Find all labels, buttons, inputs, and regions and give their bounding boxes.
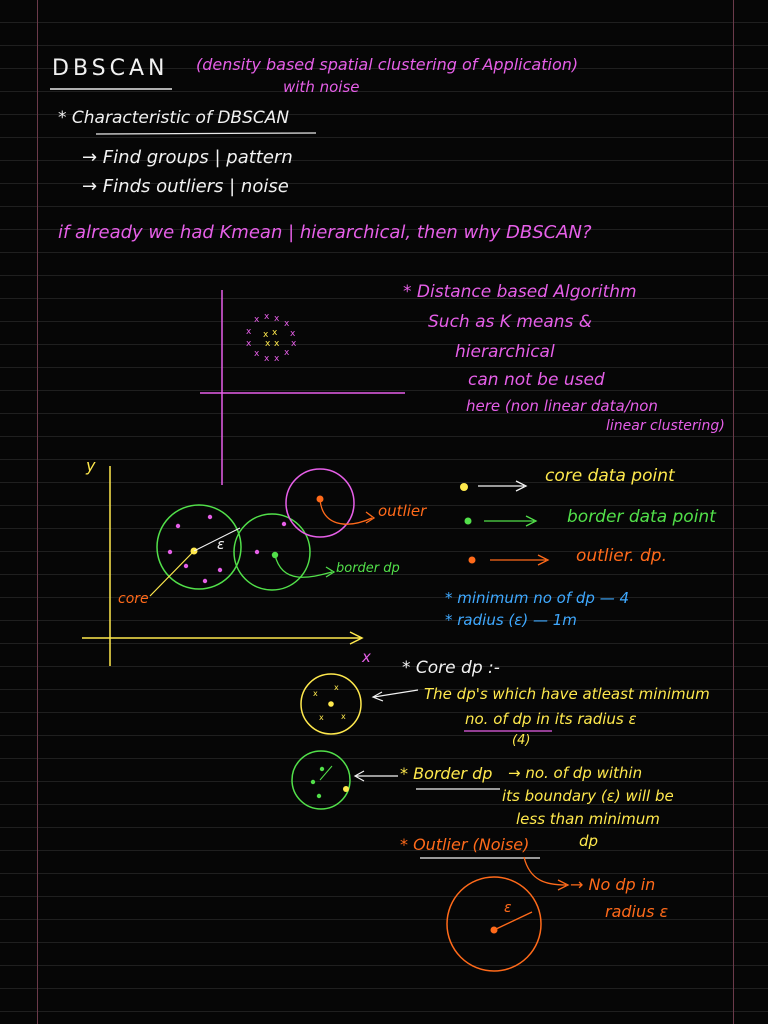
x-axis-label: x [362,648,371,666]
outlier-def-line1: → No dp in [570,875,656,894]
main-plot [82,466,374,666]
svg-text:x: x [272,328,278,338]
min-points-param: * minimum no of dp — 4 [445,589,630,607]
legend-core-dot [460,483,468,491]
title-expansion: (density based spatial clustering of Application) [196,55,579,74]
radius-param: * radius (ε) — 1m [445,611,577,629]
small-plot [200,290,405,485]
page-title: DBSCAN [52,56,169,81]
svg-text:x: x [263,330,269,340]
svg-text:x: x [291,339,297,349]
characteristics-underline [96,133,316,134]
svg-text:x: x [341,712,346,721]
epsilon-label: ε [217,537,225,553]
outlier-example-radius [494,912,532,930]
svg-text:x: x [254,349,260,359]
distance-note-line5: here (non linear data/non [466,397,658,415]
svg-text:x: x [274,339,280,349]
border-def-line2: its boundary (ε) will be [502,787,674,805]
distance-note-line1: * Distance based Algorithm [403,282,637,302]
epsilon-radius-line [194,528,240,551]
characteristics-heading: * Characteristic of DBSCAN [58,108,290,128]
core-example-arrow [374,690,418,697]
outlier-pointer-arrowhead [366,512,374,523]
legend-outlier-text: outlier. dp. [576,546,667,566]
outlier-def-line2: radius ε [605,902,669,921]
core-def-line1: The dp's which have atleast minimum [424,685,710,703]
distance-note-line2: Such as K means & [428,312,593,332]
core-def-line3: (4) [512,733,531,748]
title-expansion-line2: with noise [283,78,360,96]
legend-core-text: core data point [545,466,675,486]
svg-text:x: x [290,329,296,339]
svg-text:x: x [254,315,260,325]
svg-text:x: x [284,348,290,358]
y-axis-label: y [86,456,96,475]
border-def-line1: → no. of dp within [508,764,643,782]
outlier-label: outlier [378,502,427,520]
outlier-example [420,857,568,971]
distance-note-line4: can not be used [468,370,605,390]
core-example-center [328,701,334,707]
legend-border-dot [465,518,472,525]
core-label: core [118,591,149,607]
svg-text:x: x [334,683,339,692]
svg-text:x: x [246,327,252,337]
svg-text:x: x [319,713,324,722]
svg-text:x: x [274,314,280,324]
legend-outlier-dot [469,557,476,564]
ring-cluster [246,312,297,364]
distance-note-line6: linear clustering) [606,418,725,434]
border-cluster-circle [234,514,310,590]
svg-text:x: x [265,339,271,349]
outlier-def-epsilon: ε [504,900,512,916]
distance-note-line3: hierarchical [455,342,555,362]
border-def-line3: less than minimum [516,810,660,828]
outlier-pointer [320,499,372,524]
question-text: if already we had Kmean | hierarchical, then why DBSCAN? [58,222,592,243]
legend-markers [460,481,548,565]
svg-text:x: x [284,319,290,329]
legend-border-text: border data point [567,507,716,527]
outlier-def-heading: * Outlier (Noise) [400,835,530,854]
svg-text:x: x [246,339,252,349]
core-def-heading: * Core dp :- [402,658,500,678]
outlier-example-circle [447,877,541,971]
border-def-heading: * Border dp [400,764,493,783]
core-pointer-line [150,551,194,596]
border-example [292,751,500,809]
border-example-point [343,786,349,792]
svg-text:x: x [264,312,270,322]
characteristic-item-2: → Finds outliers | noise [82,176,289,197]
border-example-circle [292,751,350,809]
svg-text:x: x [313,689,318,698]
cluster-points [168,515,286,583]
border-label: border dp [336,561,400,576]
characteristic-item-1: → Find groups | pattern [82,147,293,168]
core-def-line2: no. of dp in its radius ε [465,710,637,728]
border-def-line4: dp [579,832,599,850]
core-example [301,674,552,734]
svg-text:x: x [274,354,280,364]
svg-text:x: x [264,354,270,364]
